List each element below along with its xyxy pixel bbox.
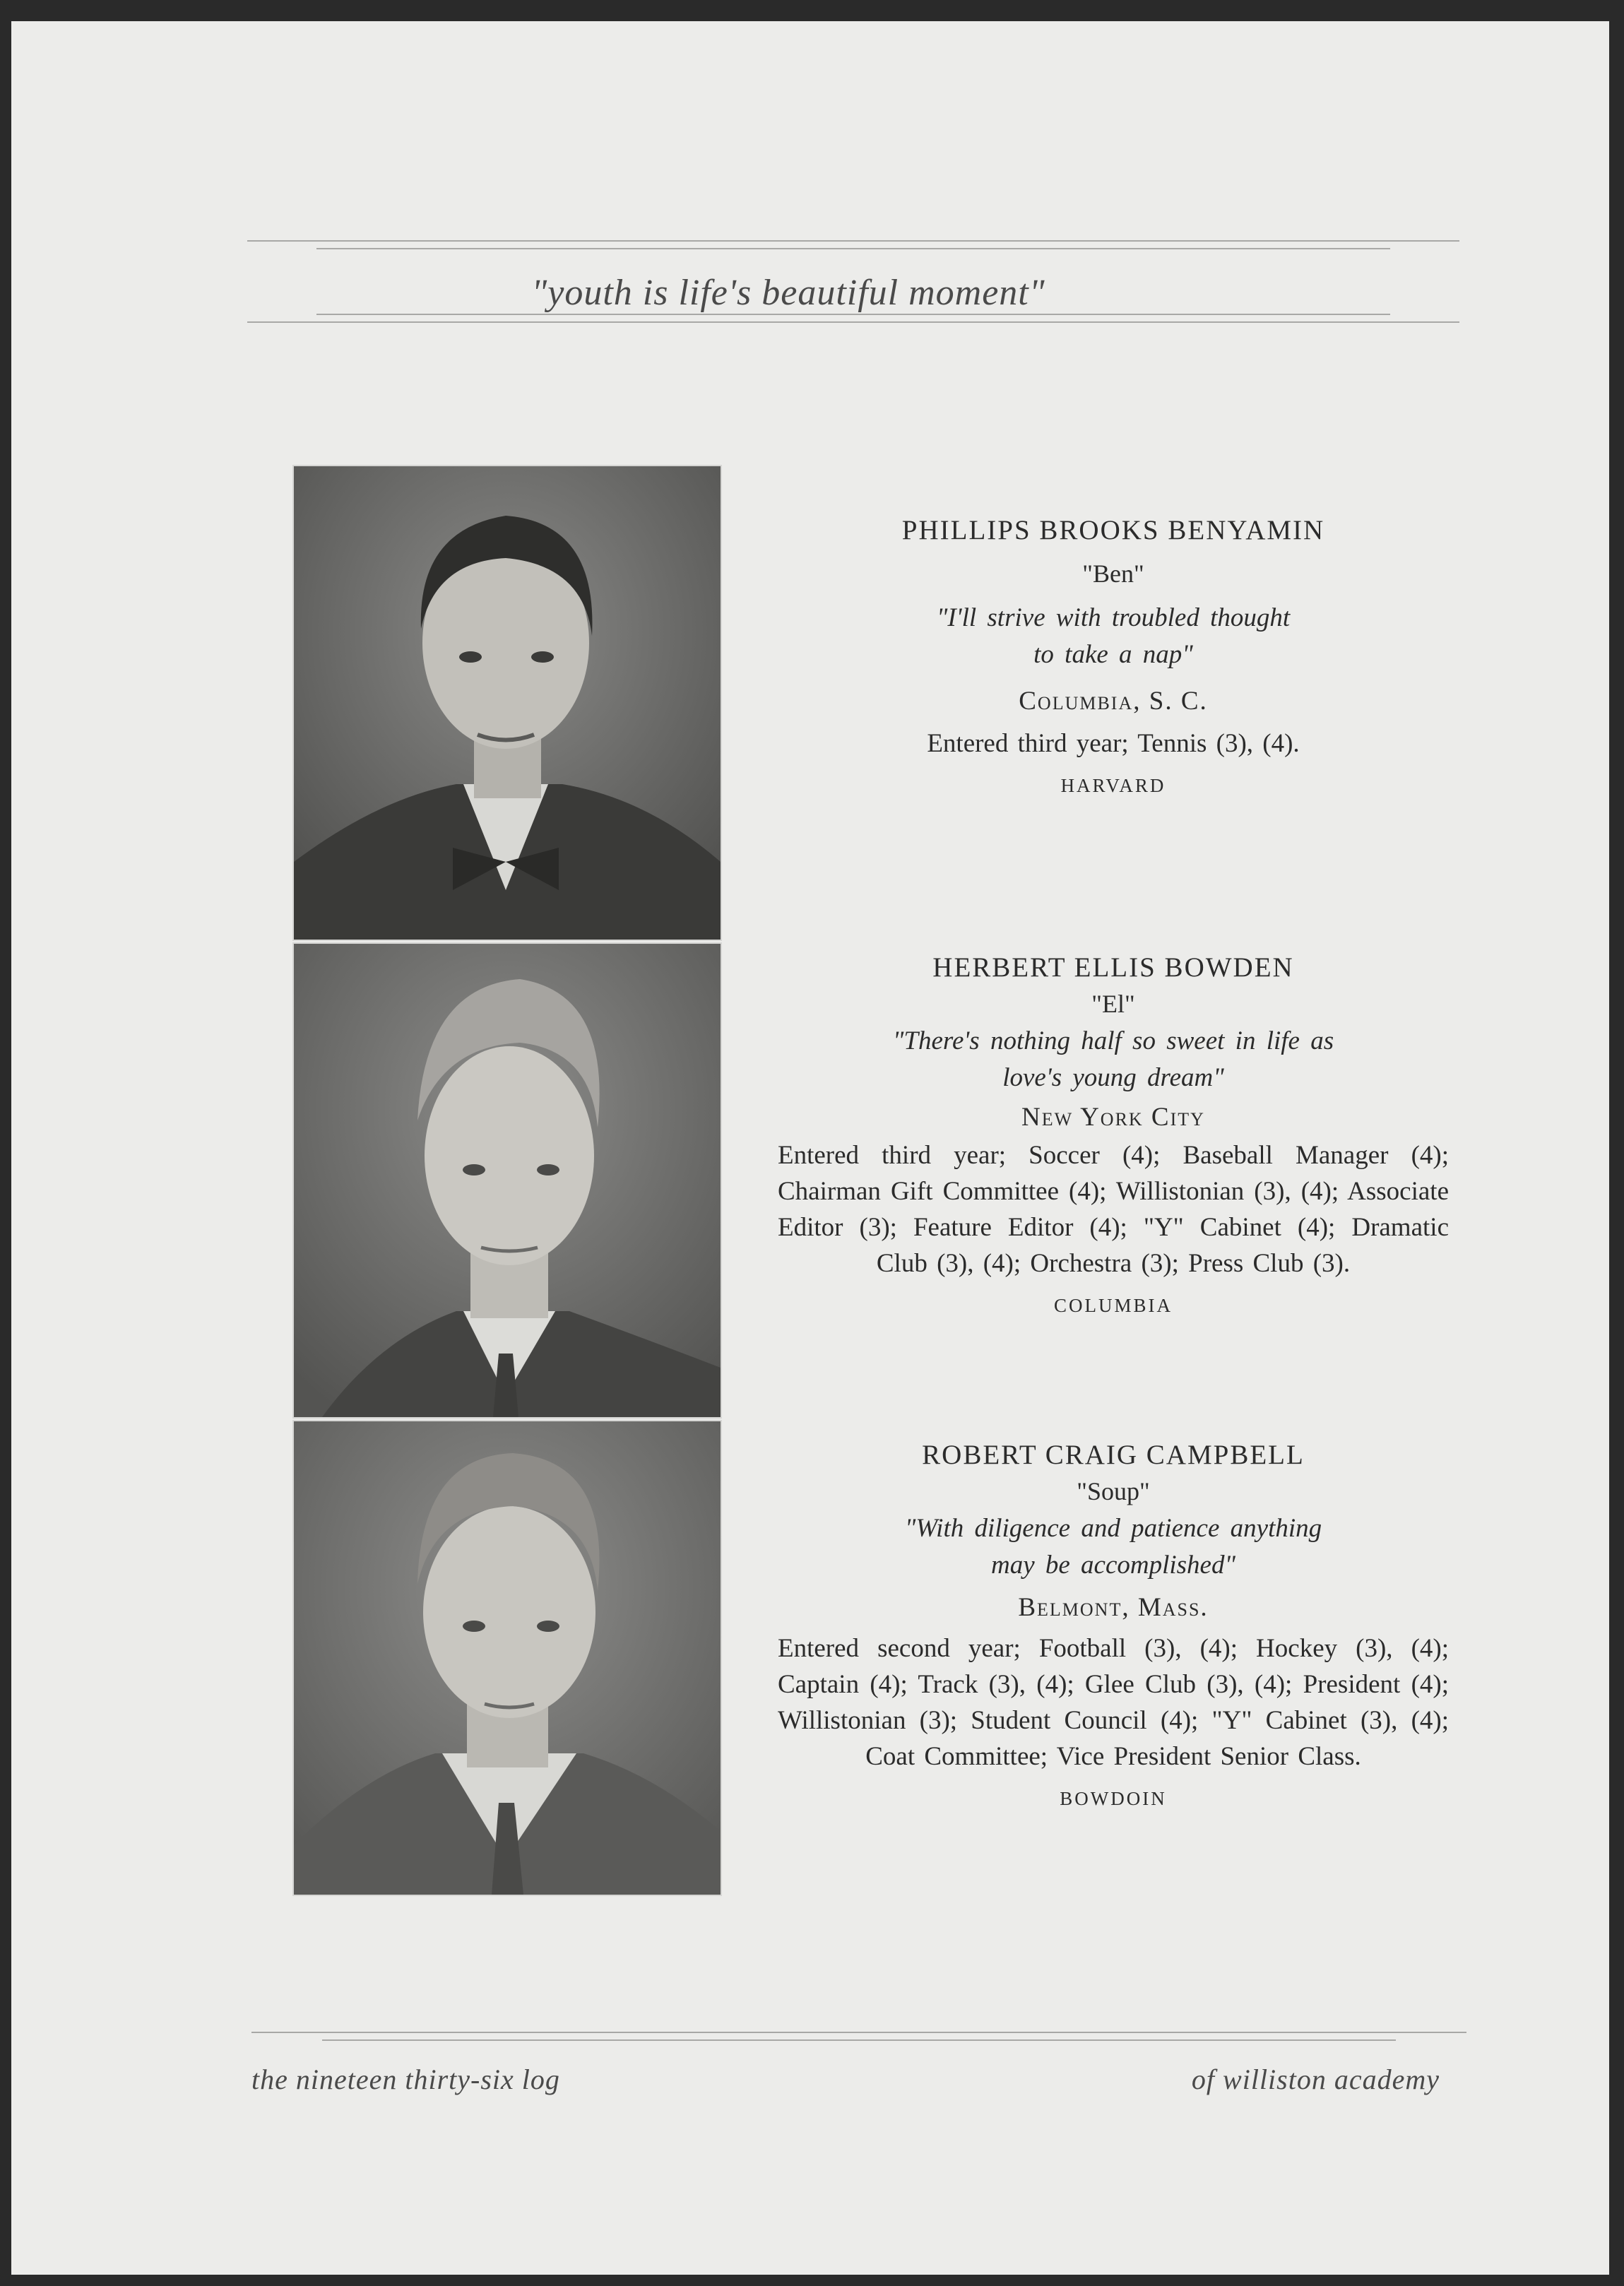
senior-record: Entered third year; Tennis (3), (4). xyxy=(927,729,1300,758)
header-rule-bottom-inner xyxy=(316,314,1390,315)
footer-school-name: of williston academy xyxy=(1191,2063,1440,2095)
senior-nickname: "El" xyxy=(1091,990,1135,1018)
senior-hometown: New York City xyxy=(1021,1103,1205,1132)
senior-quote: "With diligence and patience anything may be accomplished" xyxy=(904,1514,1322,1580)
senior-record: Entered third year; Soccer (4); Baseball Manager (4); Chairman Gift Committee (4); Willistonian (3), (4); Associate Editor (3); Feature Editor (4); "Y" Cabinet (4); Dramatic Club (3), (4); Orchestra (3); Press Club (3). xyxy=(778,1141,1449,1278)
senior-hometown: Belmont, Mass. xyxy=(1018,1593,1209,1622)
header-rule-bottom-outer xyxy=(247,321,1459,323)
senior-college: HARVARD xyxy=(1060,775,1166,796)
senior-college: BOWDOIN xyxy=(1060,1788,1167,1809)
portrait-photo-3 xyxy=(292,1420,722,1896)
footer-rule-inner xyxy=(322,2039,1396,2041)
senior-name: PHILLIPS BROOKS BENYAMIN xyxy=(901,515,1325,545)
senior-name: ROBERT CRAIG CAMPBELL xyxy=(922,1440,1305,1470)
senior-name: HERBERT ELLIS BOWDEN xyxy=(932,952,1294,983)
senior-quote: "There's nothing half so sweet in life as love's young dream" xyxy=(892,1026,1334,1092)
footer-rule-outer xyxy=(251,2032,1466,2033)
senior-nickname: "Ben" xyxy=(1082,559,1144,588)
header-rule-top-outer xyxy=(247,240,1459,242)
senior-hometown: Columbia, S. C. xyxy=(1019,687,1208,716)
portrait-photo-1 xyxy=(292,465,722,941)
senior-college: COLUMBIA xyxy=(1053,1295,1173,1316)
senior-entry xyxy=(778,951,1449,1320)
portrait-photo-2 xyxy=(292,942,722,1419)
senior-nickname: "Soup" xyxy=(1077,1477,1150,1505)
senior-quote: "I'll strive with troubled thought to take a nap" xyxy=(936,603,1291,669)
yearbook-page xyxy=(11,21,1609,2275)
footer-publication-title: the nineteen thirty-six log xyxy=(251,2063,560,2095)
page-motto: "youth is life's beautiful moment" xyxy=(531,273,1045,313)
senior-record: Entered second year; Football (3), (4); Hockey (3), (4); Captain (4); Track (3), (4); Glee Club (3), (4); President (4); Willistonian (3); Student Council (4); "Y" Cabinet (3), (4); Coat Committee; Vice President Senior Class. xyxy=(778,1634,1449,1771)
header-rule-top-inner xyxy=(316,248,1390,249)
senior-entry xyxy=(778,514,1449,800)
senior-entry xyxy=(778,1438,1449,1813)
